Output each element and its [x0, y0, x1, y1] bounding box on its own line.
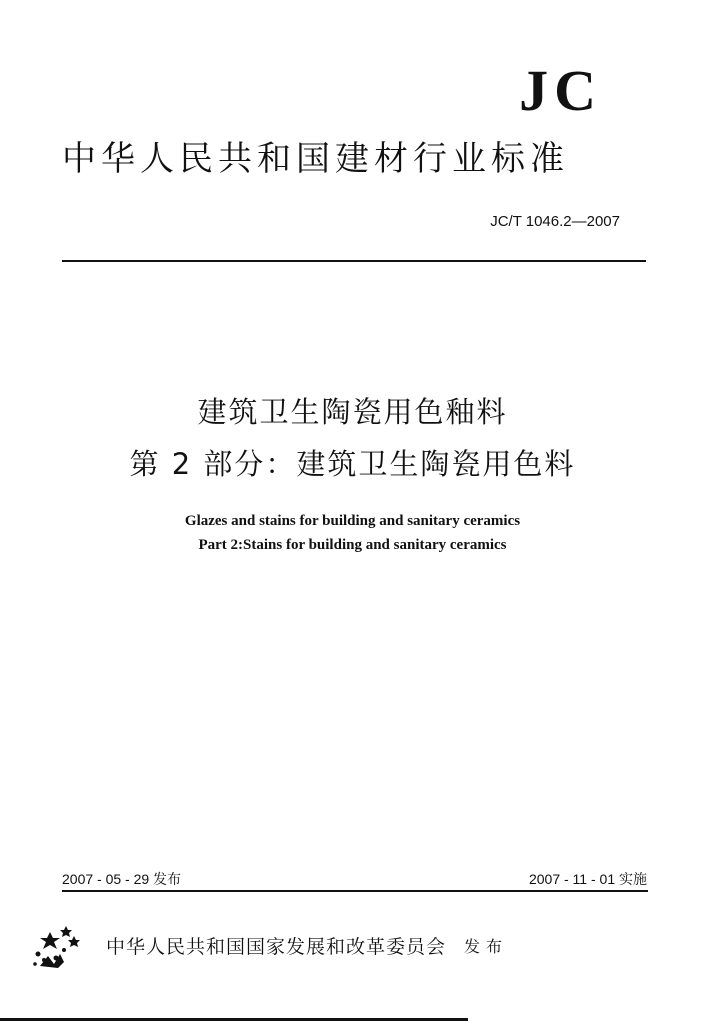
issuing-authority: 中华人民共和国国家发展和改革委员会 [106, 935, 447, 958]
footer-divider [62, 890, 648, 892]
issuer-block [30, 920, 650, 970]
document-subtitle-en: Part 2:Stains for building and sanitary ceramics [198, 537, 507, 553]
header-divider [62, 260, 646, 262]
implementation-date: 2007 - 11 - 01 实施 [528, 871, 647, 887]
issue-date: 2007 - 05 - 29 发布 [62, 871, 182, 887]
document-title-en: Glazes and stains for building and sanitary ceramics [184, 513, 521, 529]
standard-number: JC/T 1046.2—2007 [490, 213, 620, 230]
industry-standard-title: 中华人民共和国建材行业标准 [62, 139, 569, 179]
page-bottom-rule [0, 1018, 468, 1021]
national-emblem-icon [30, 920, 92, 970]
standard-code-logo: JC [519, 58, 602, 123]
issued-label: 发布 [464, 936, 509, 956]
document-subtitle-cn: 第 2 部分：建筑卫生陶瓷用色料 [129, 447, 576, 481]
document-title-cn: 建筑卫生陶瓷用色釉料 [197, 395, 508, 429]
